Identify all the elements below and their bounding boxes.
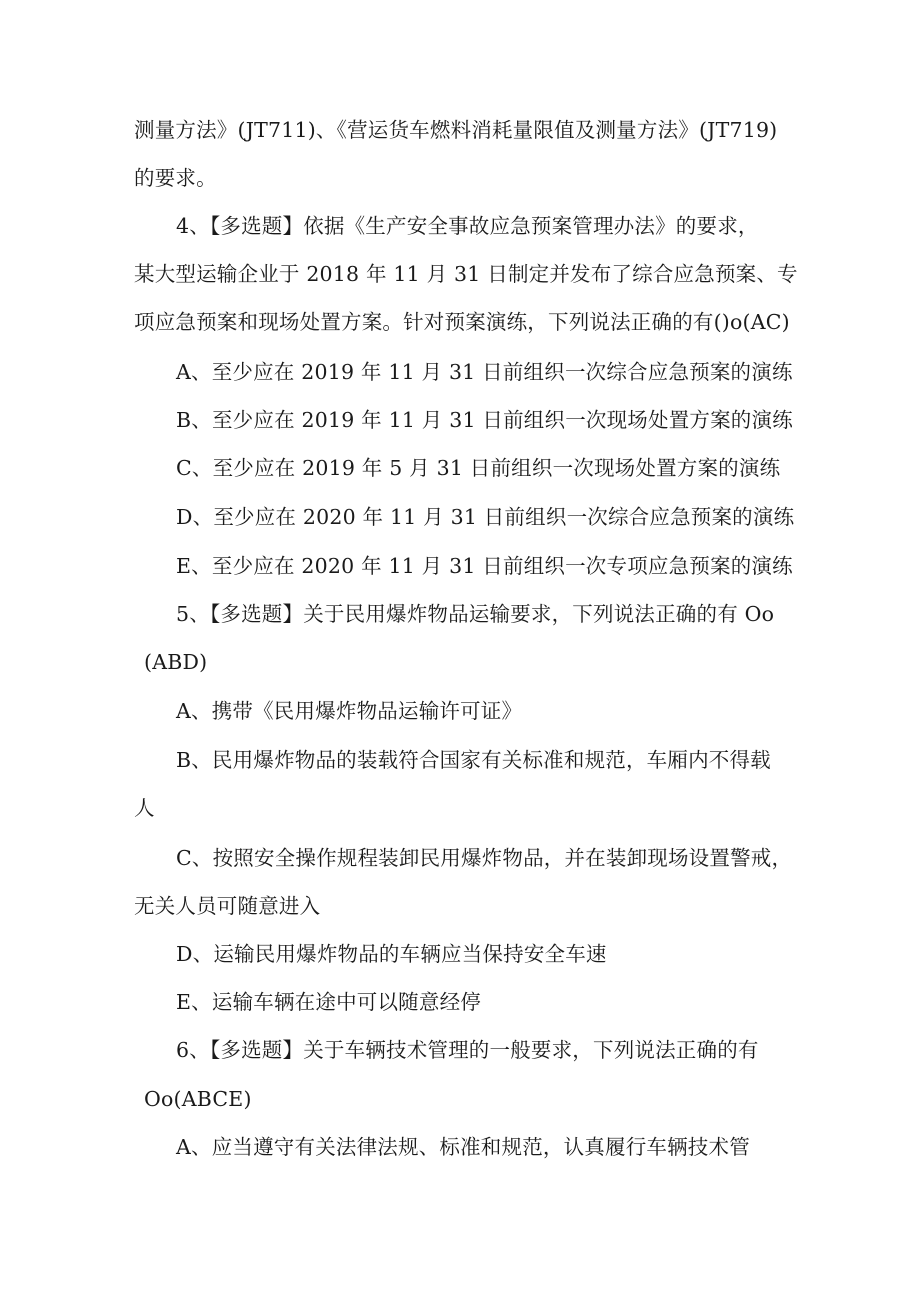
option-b: B、至少应在 2019 年 11 月 31 日前组织一次现场处置方案的演练 — [176, 408, 793, 432]
option-e: E、运输车辆在途中可以随意经停 — [176, 990, 481, 1014]
option-e: E、至少应在 2020 年 11 月 31 日前组织一次专项应急预案的演练 — [176, 554, 793, 578]
question-5-stem: 5、【多选题】关于民用爆炸物品运输要求，下列说法正确的有 Oo — [176, 602, 775, 626]
option-c: C、至少应在 2019 年 5 月 31 日前组织一次现场处置方案的演练 — [176, 456, 781, 480]
option-d: D、运输民用爆炸物品的车辆应当保持安全车速 — [176, 942, 607, 966]
question-4-stem: 4、【多选题】依据《生产安全事故应急预案管理办法》的要求， — [176, 214, 759, 238]
text-line: 人 — [134, 796, 155, 820]
answer-key: Oo(ABCE) — [144, 1087, 252, 1111]
option-c: C、按照安全操作规程装卸民用爆炸物品，并在装卸现场设置警戒， — [176, 846, 793, 870]
text-line: 某大型运输企业于 2018 年 11 月 31 日制定并发布了综合应急预案、专 — [134, 262, 798, 286]
text-line: 测量方法》(JT711)、《营运货车燃料消耗量限值及测量方法》(JT719) — [134, 118, 778, 142]
option-a: A、至少应在 2019 年 11 月 31 日前组织一次综合应急预案的演练 — [176, 360, 793, 384]
option-b: B、民用爆炸物品的装载符合国家有关标准和规范，车厢内不得载 — [176, 748, 771, 772]
text-line: 的要求。 — [134, 166, 217, 190]
text-line: 项应急预案和现场处置方案。针对预案演练，下列说法正确的有()o(AC) — [134, 310, 790, 334]
option-a: A、应当遵守有关法律法规、标准和规范，认真履行车辆技术管 — [176, 1135, 750, 1159]
text-line: 无关人员可随意进入 — [134, 894, 321, 918]
answer-key: (ABD) — [144, 650, 208, 674]
question-6-stem: 6、【多选题】关于车辆技术管理的一般要求，下列说法正确的有 — [176, 1038, 759, 1062]
option-d: D、至少应在 2020 年 11 月 31 日前组织一次综合应急预案的演练 — [176, 505, 795, 529]
option-a: A、携带《民用爆炸物品运输许可证》 — [176, 699, 523, 723]
